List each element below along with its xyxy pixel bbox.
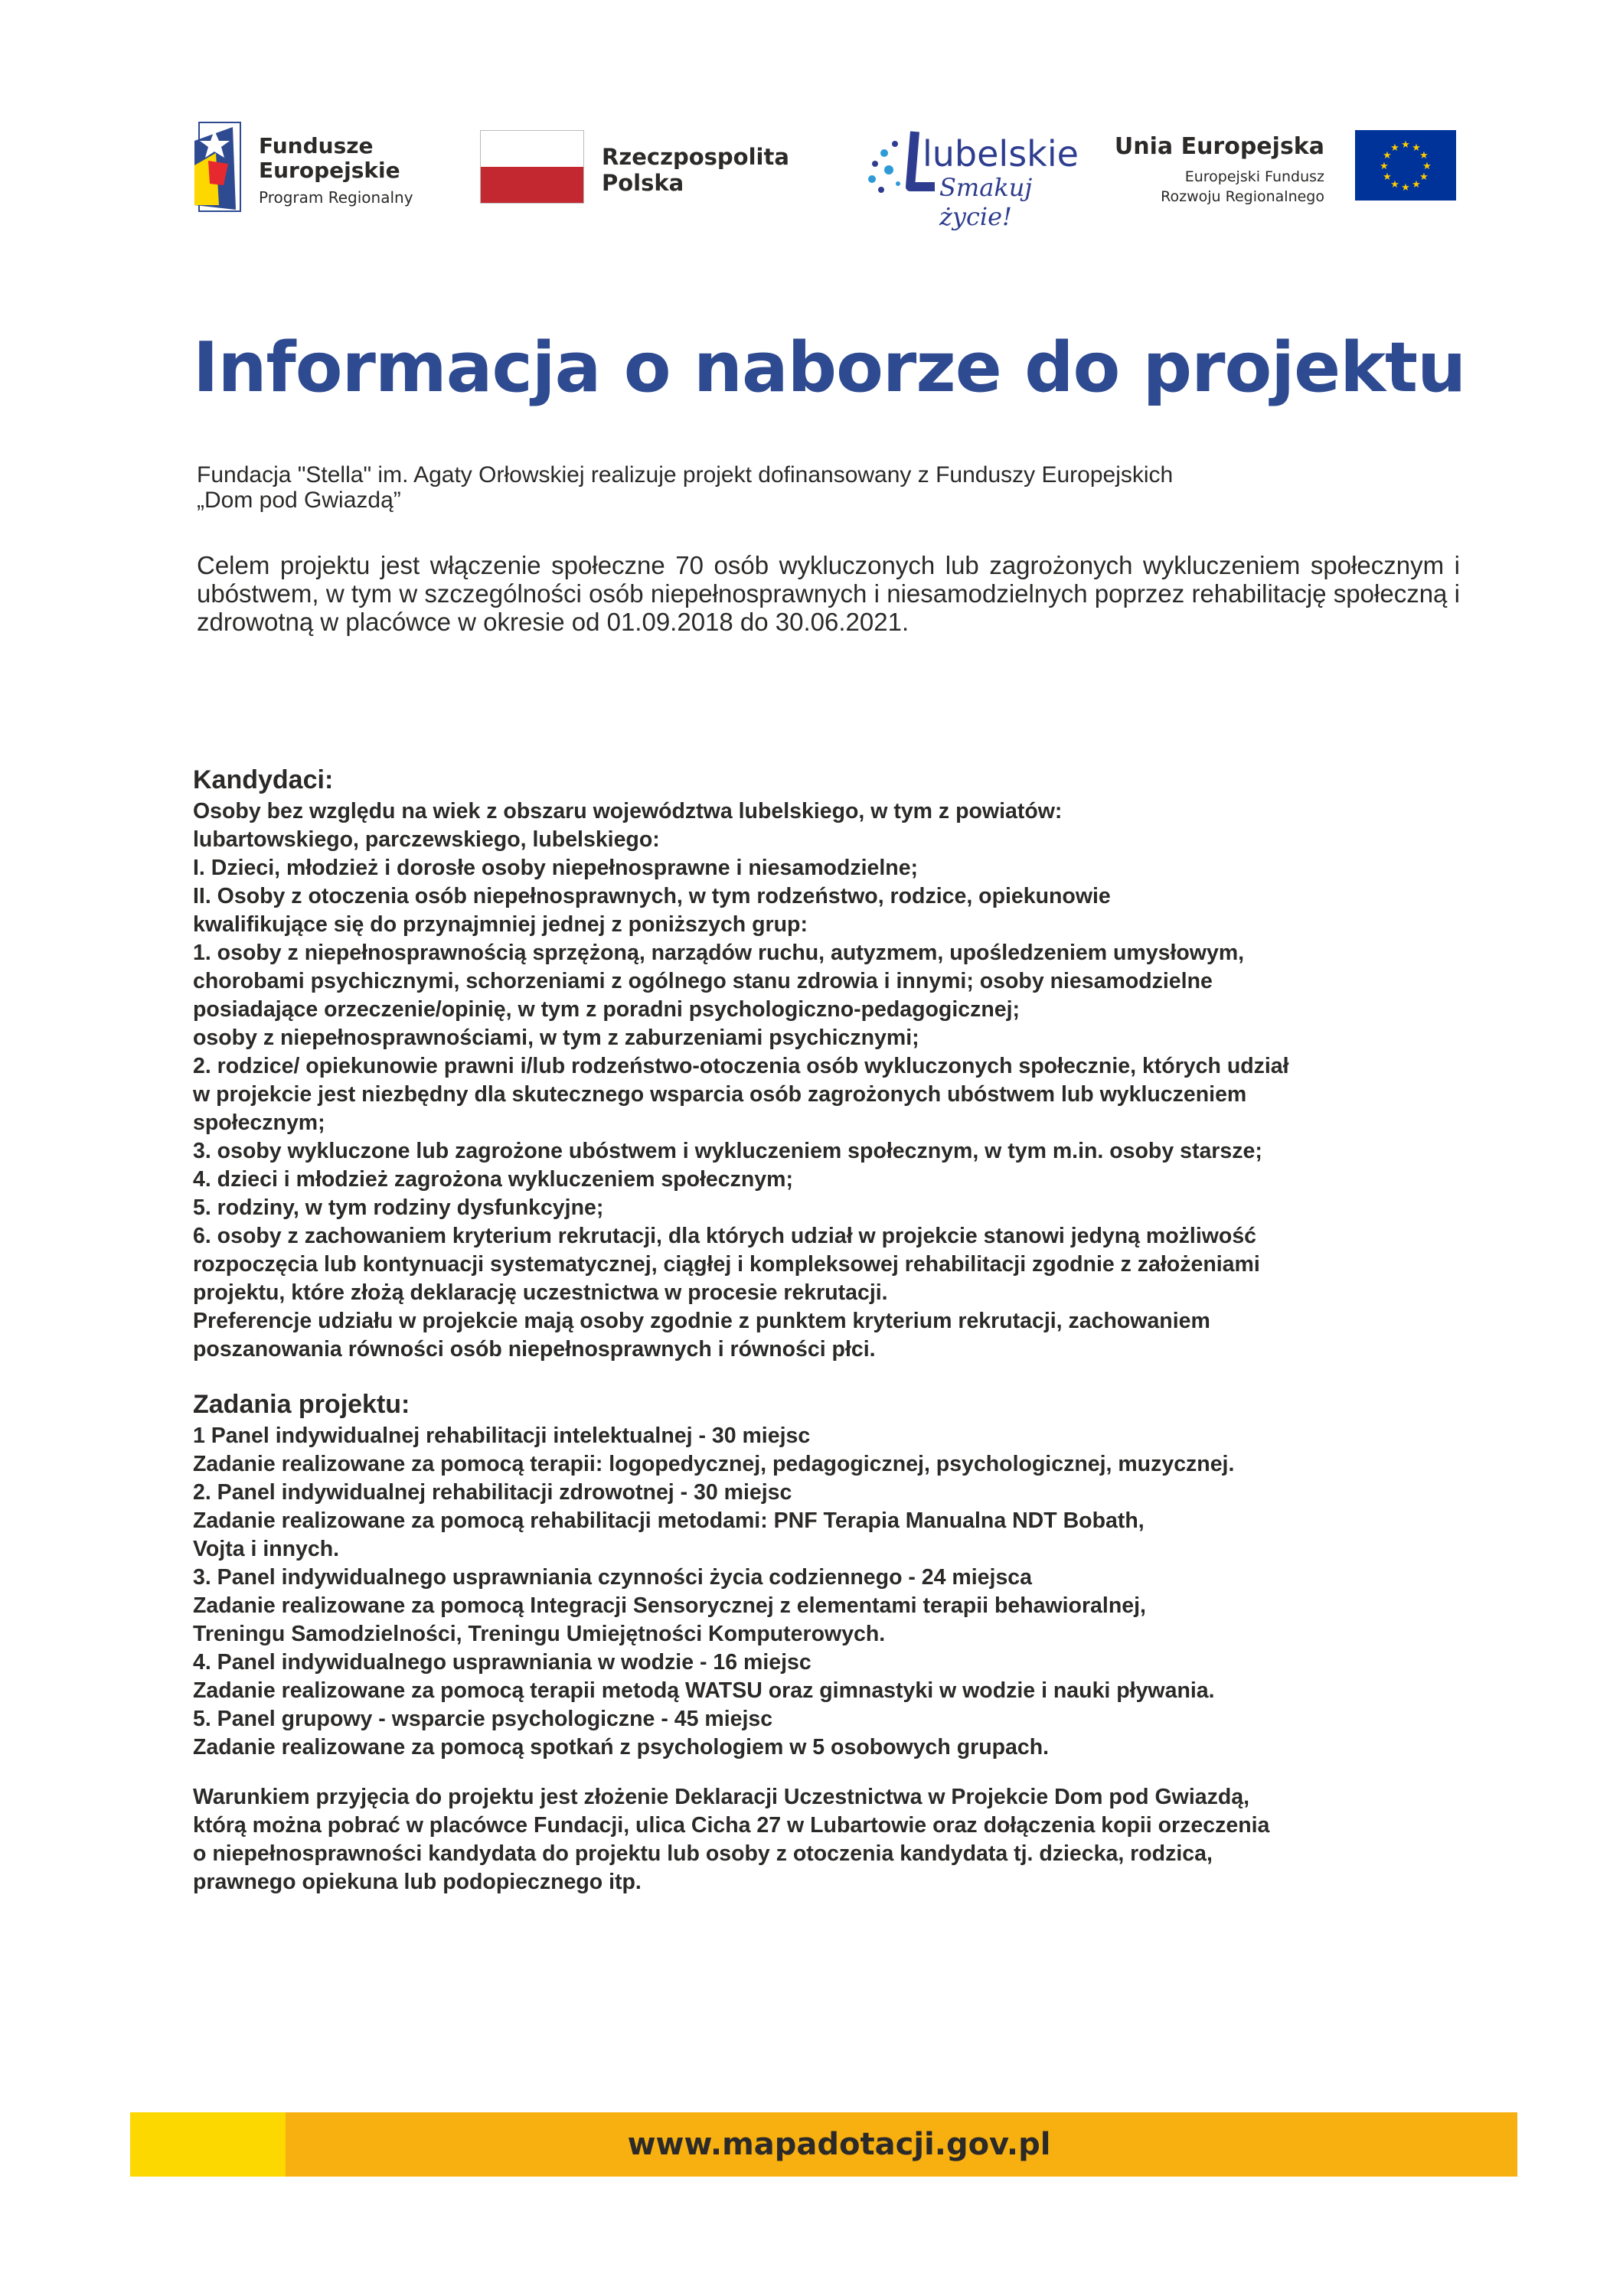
tasks-line: Zadanie realizowane za pomocą terapii: logopedycznej, pedagogicznej, psychologicznej, muzycznej.: [193, 1452, 1235, 1476]
rzeczpospolita-polska-logo: [480, 130, 802, 207]
candidates-line: 1. osoby z niepełnosprawnością sprzężoną, narządów ruchu, autyzmem, upośledzeniem umysłowym,: [193, 941, 1245, 965]
footer-bar: [130, 2112, 1517, 2177]
fe-star-icon: [193, 119, 243, 214]
polish-flag-icon: [480, 130, 584, 204]
candidates-line: projektu, które złożą deklarację uczestnictwa w procesie rekrutacji.: [193, 1280, 888, 1305]
candidates-line: kwalifikujące się do przynajmniej jednej z poniższych grup:: [193, 912, 808, 937]
tasks-line: Treningu Samodzielności, Treningu Umiejętności Komputerowych.: [193, 1622, 886, 1646]
candidates-list: [193, 797, 1494, 1364]
candidates-line: w projekcie jest niezbędny dla skutecznego wsparcia osób zagrożonych ubóstwem lub wykluczeniem: [193, 1082, 1247, 1107]
tasks-line: Zadanie realizowane za pomocą Integracji Sensorycznej z elementami terapii behawioralnej,: [193, 1593, 1146, 1618]
intro-line-2: „Dom pod Gwiazdą”: [197, 488, 401, 513]
conditions-line: prawnego opiekuna lub podopiecznego itp.: [193, 1870, 642, 1894]
tasks-heading: Zadania projektu:: [193, 1390, 410, 1419]
candidates-line: poszanowania równości osób niepełnosprawnych i równości płci.: [193, 1337, 876, 1362]
tasks-line: 2. Panel indywidualnej rehabilitacji zdrowotnej - 30 miejsc: [193, 1480, 792, 1505]
candidates-line: posiadające orzeczenie/opinię, w tym z poradni psychologiczno-pedagogicznej;: [193, 997, 1020, 1022]
candidates-line: 4. dzieci i młodzież zagrożona wykluczeniem społecznym;: [193, 1167, 793, 1192]
tasks-line: Vojta i innych.: [193, 1537, 340, 1561]
footer-url-link[interactable]: www.mapadotacji.gov.pl: [627, 2127, 1051, 2162]
candidates-heading: Kandydaci:: [193, 765, 334, 794]
svg-text:★: ★: [1401, 182, 1410, 194]
candidates-line: osoby z niepełnosprawnościami, w tym z zaburzeniami psychicznymi;: [193, 1026, 919, 1050]
fe-logo-line1: Fundusze: [259, 133, 374, 158]
page-title: Informacja o naborze do projektu: [193, 328, 1466, 408]
candidates-line: lubartowskiego, parczewskiego, lubelskiego:: [193, 827, 660, 852]
conditions-line: którą można pobrać w placówce Fundacji, ulica Cicha 27 w Lubartowie oraz dołączenia kopii orzeczenia: [193, 1813, 1270, 1838]
eu-logo-line1: Unia Europejska: [1114, 133, 1324, 160]
pl-logo-line1: Rzeczpospolita: [602, 144, 789, 170]
svg-text:★: ★: [1380, 161, 1389, 172]
candidates-line: 5. rodziny, w tym rodziny dysfunkcyjne;: [193, 1195, 604, 1220]
project-goal-paragraph: Celem projektu jest włączenie społeczne 70 osób wykluczonych lub zagrożonych wykluczeniem społecznym i ubóstwem, w tym w szczególności osób niepełnosprawnych i niesamodzielnych poprzez rehabilitację społeczną i zdrowotną w placówce w okresie od 01.09.2018 do 30.06.2021.: [197, 551, 1460, 636]
tasks-line: 4. Panel indywidualnego usprawniania w wodzie - 16 miejsc: [193, 1650, 812, 1675]
logo-strip: [0, 0, 1623, 230]
eu-logo-line2: Europejski Fundusz: [1184, 168, 1324, 185]
unia-europejska-logo: [1114, 130, 1455, 207]
candidates-line: II. Osoby z otoczenia osób niepełnosprawnych, w tym rodzeństwo, rodzice, opiekunowie: [193, 884, 1111, 908]
candidates-line: rozpoczęcia lub kontynuacji systematycznej, ciągłej i kompleksowej rehabilitacji zgodnie z założeniami: [193, 1252, 1260, 1277]
tasks-line: 1 Panel indywidualnej rehabilitacji intelektualnej - 30 miejsc: [193, 1424, 811, 1448]
candidates-line: 2. rodzice/ opiekunowie prawni i/lub rodzeństwo-otoczenia osób wykluczonych społecznie, których udział: [193, 1054, 1289, 1078]
svg-text:★: ★: [1390, 179, 1399, 191]
svg-text:★: ★: [1390, 142, 1399, 154]
svg-text:★: ★: [1412, 142, 1421, 154]
tasks-line: Zadanie realizowane za pomocą spotkań z psychologiem w 5 osobowych grupach.: [193, 1735, 1050, 1760]
candidates-line: 3. osoby wykluczone lub zagrożone ubóstwem i wykluczeniem społecznym, w tym m.in. osoby starsze;: [193, 1139, 1262, 1163]
lubelskie-tagline: Smakuj życie!: [939, 173, 1033, 231]
lubelskie-wordmark: lubelskie: [923, 133, 1079, 174]
candidates-line: Osoby bez względu na wiek z obszaru województwa lubelskiego, w tym z powiatów:: [193, 799, 1063, 823]
candidates-line: Preferencje udziału w projekcie mają osoby zgodnie z punktem kryterium rekrutacji, zachowaniem: [193, 1309, 1210, 1333]
fe-logo-line2: Europejskie: [259, 158, 400, 183]
fundusze-europejskie-logo: [193, 119, 423, 214]
conditions-line: Warunkiem przyjęcia do projektu jest złożenie Deklaracji Uczestnictwa w Projekcie Dom pod Gwiazdą,: [193, 1785, 1250, 1809]
pl-logo-line2: Polska: [602, 170, 684, 196]
svg-text:★: ★: [1383, 171, 1392, 183]
svg-text:★: ★: [1419, 150, 1429, 161]
eu-flag-icon: [1355, 130, 1456, 201]
intro-paragraph: [197, 462, 1460, 513]
lubelskie-logo: [861, 122, 1083, 231]
candidates-line: społecznym;: [193, 1110, 325, 1135]
tasks-line: 3. Panel indywidualnego usprawniania czynności życia codziennego - 24 miejsca: [193, 1565, 1032, 1590]
tasks-line: Zadanie realizowane za pomocą terapii metodą WATSU oraz gimnastyki w wodzie i nauki pływania.: [193, 1678, 1215, 1703]
candidates-line: chorobami psychicznymi, schorzeniami z ogólnego stanu zdrowia i innymi; osoby niesamodzielne: [193, 969, 1213, 993]
svg-text:★: ★: [1401, 139, 1410, 151]
candidates-line: I. Dzieci, młodzież i dorosłe osoby niepełnosprawne i niesamodzielne;: [193, 856, 919, 880]
candidates-line: 6. osoby z zachowaniem kryterium rekrutacji, dla których udział w projekcie stanowi jedyną możliwość: [193, 1224, 1257, 1248]
eu-logo-line3: Rozwoju Regionalnego: [1161, 188, 1324, 205]
svg-text:★: ★: [1419, 171, 1429, 183]
tasks-list: [193, 1422, 1494, 1762]
intro-line-1: Fundacja "Stella" im. Agaty Orłowskiej realizuje projekt dofinansowany z Funduszy Europejskich: [197, 462, 1174, 488]
conditions-line: o niepełnosprawności kandydata do projektu lub osoby z otoczenia kandydata tj. dziecka, rodzica,: [193, 1841, 1213, 1866]
svg-text:★: ★: [1412, 179, 1421, 191]
fe-logo-line3: Program Regionalny: [259, 188, 413, 207]
svg-text:★: ★: [1422, 161, 1432, 172]
tasks-line: Zadanie realizowane za pomocą rehabilitacji metodami: PNF Terapia Manualna NDT Bobath,: [193, 1508, 1145, 1533]
tasks-line: 5. Panel grupowy - wsparcie psychologiczne - 45 miejsc: [193, 1707, 773, 1731]
svg-text:★: ★: [1383, 150, 1392, 161]
conditions-paragraph: [193, 1783, 1494, 1896]
